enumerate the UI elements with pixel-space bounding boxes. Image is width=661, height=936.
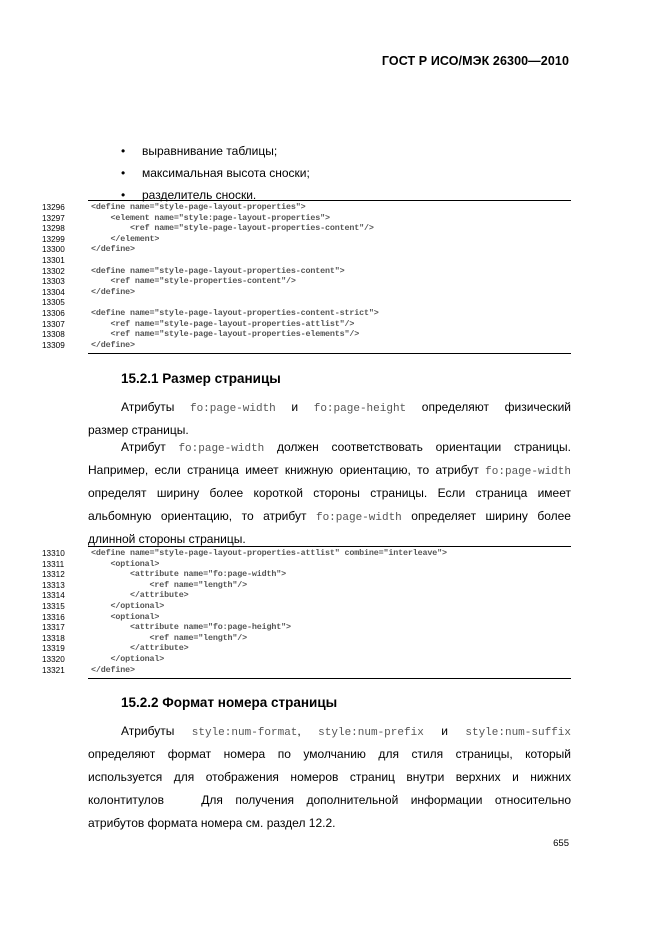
- code-line: <attribute name="fo:page-width">: [91, 569, 287, 580]
- code-line: </define>: [91, 339, 135, 350]
- code-term: style:num-format: [191, 727, 298, 739]
- line-number: 13320: [42, 654, 65, 664]
- text: определяет ширину более: [401, 509, 571, 523]
- section-heading: 15.2.2 Формат номера страницы: [121, 695, 338, 710]
- line-number: 13310: [42, 549, 65, 558]
- code-line: [91, 255, 571, 266]
- code-listing: [88, 546, 571, 679]
- code-lines: [88, 547, 571, 675]
- code-line: <ref name="style-page-layout-properties-content"/>: [91, 223, 374, 234]
- line-number: 13305: [42, 298, 65, 308]
- line-number: 13307: [42, 319, 65, 329]
- bullet-marker: •: [121, 144, 126, 158]
- code-line: </optional>: [91, 653, 165, 664]
- code-line: </attribute>: [91, 643, 189, 654]
- line-number: 13317: [42, 623, 65, 633]
- code-term: fo:page-width: [178, 443, 265, 455]
- line-number: 13304: [42, 287, 65, 297]
- list-item: [121, 140, 310, 162]
- line-number: 13300: [42, 245, 65, 255]
- page-number: 655: [553, 838, 569, 849]
- line-number: 13321: [42, 665, 65, 675]
- line-number: 13306: [42, 308, 65, 318]
- text: альбомную ориентацию, то атрибут: [88, 509, 316, 523]
- line-number: 13299: [42, 234, 65, 244]
- text: и: [275, 400, 314, 414]
- code-line: </define>: [91, 286, 135, 297]
- bullet-marker: •: [121, 166, 126, 180]
- bullet-marker: •: [121, 188, 126, 202]
- bullet-text: максимальная высота сноски;: [142, 166, 310, 180]
- section-heading: 15.2.1 Размер страницы: [121, 371, 281, 386]
- text: используется для отображения номеров страниц внутри верхних и нижних: [88, 770, 571, 784]
- bullet-text: выравнивание таблицы;: [142, 144, 278, 158]
- code-term: style:num-prefix: [318, 727, 424, 739]
- code-term: fo:page-width: [485, 466, 571, 478]
- code-term: fo:page-height: [313, 403, 407, 415]
- code-line-numbers: [42, 549, 65, 676]
- paragraph: [88, 436, 571, 551]
- code-line: </define>: [91, 664, 135, 675]
- text: определяют физический: [406, 400, 572, 414]
- text: должен соответствовать ориентации страницы.: [264, 440, 571, 454]
- line-number: 13312: [42, 570, 65, 580]
- code-line: <ref name="style-page-layout-properties-attlist"/>: [91, 318, 355, 329]
- text: ,: [297, 724, 319, 738]
- code-term: fo:page-width: [315, 512, 402, 524]
- text: атрибутов формата номера см. раздел 12.2.: [88, 816, 336, 830]
- line-number: 13303: [42, 277, 65, 287]
- code-line: <optional>: [91, 558, 160, 569]
- line-number: 13319: [42, 644, 65, 654]
- bullet-text: разделитель сноски.: [142, 188, 257, 202]
- code-line: <ref name="style-page-layout-properties-elements"/>: [91, 329, 360, 340]
- line-number: 13308: [42, 330, 65, 340]
- line-number: 13297: [42, 213, 65, 223]
- code-term: style:num-suffix: [465, 727, 571, 739]
- line-number: 13311: [42, 559, 65, 569]
- code-line: <ref name="length"/>: [91, 632, 248, 643]
- bullet-list: [121, 140, 310, 206]
- code-line: <attribute name="fo:page-height">: [91, 622, 291, 633]
- paragraph: [88, 720, 571, 835]
- list-item: [121, 162, 310, 184]
- line-number: 13316: [42, 612, 65, 622]
- code-line: </attribute>: [91, 590, 189, 601]
- line-number: 13298: [42, 224, 65, 234]
- text: определяют формат номера по умолчанию для стиля страницы, который: [88, 747, 571, 761]
- text: Атрибуты: [121, 400, 190, 414]
- code-line: <define name="style-page-layout-properties-attlist" combine="interleave">: [91, 548, 447, 558]
- code-line: <define name="style-page-layout-properties-content">: [91, 265, 345, 276]
- code-lines: [88, 201, 571, 350]
- line-number: 13296: [42, 203, 65, 212]
- code-line: </element>: [91, 233, 160, 244]
- line-number: 13318: [42, 633, 65, 643]
- text: Атрибуты: [121, 724, 192, 738]
- code-line: <ref name="length"/>: [91, 579, 248, 590]
- document-header: ГОСТ Р ИСО/МЭК 26300—2010: [381, 54, 569, 68]
- line-number: 13302: [42, 266, 65, 276]
- code-line: <optional>: [91, 611, 160, 622]
- line-number: 13301: [42, 255, 65, 265]
- line-number: 13314: [42, 591, 65, 601]
- text: размер страницы.: [88, 423, 189, 437]
- code-line: <define name="style-page-layout-properties">: [91, 202, 306, 212]
- line-number: 13313: [42, 580, 65, 590]
- code-line: <define name="style-page-layout-properties-content-strict">: [91, 307, 379, 318]
- text: колонтитулов Для получения дополнительной информации относительно: [88, 793, 571, 807]
- text: Атрибут: [121, 440, 179, 454]
- code-line: <ref name="style-properties-content"/>: [91, 276, 296, 287]
- code-line: [91, 297, 571, 308]
- code-listing: [88, 200, 571, 354]
- code-line-numbers: [42, 203, 65, 351]
- text: Например, если страница имеет книжную ориентацию, то атрибут: [88, 463, 486, 477]
- line-number: 13315: [42, 601, 65, 611]
- code-line: </define>: [91, 244, 135, 255]
- line-number: 13309: [42, 340, 65, 350]
- code-line: </optional>: [91, 600, 165, 611]
- code-term: fo:page-width: [189, 403, 276, 415]
- text: определят ширину более короткой стороны страницы. Если страница имеет: [88, 486, 571, 500]
- text: и: [423, 724, 466, 738]
- text: длинной стороны страницы.: [88, 532, 246, 546]
- code-line: <element name="style:page-layout-properties">: [91, 212, 330, 223]
